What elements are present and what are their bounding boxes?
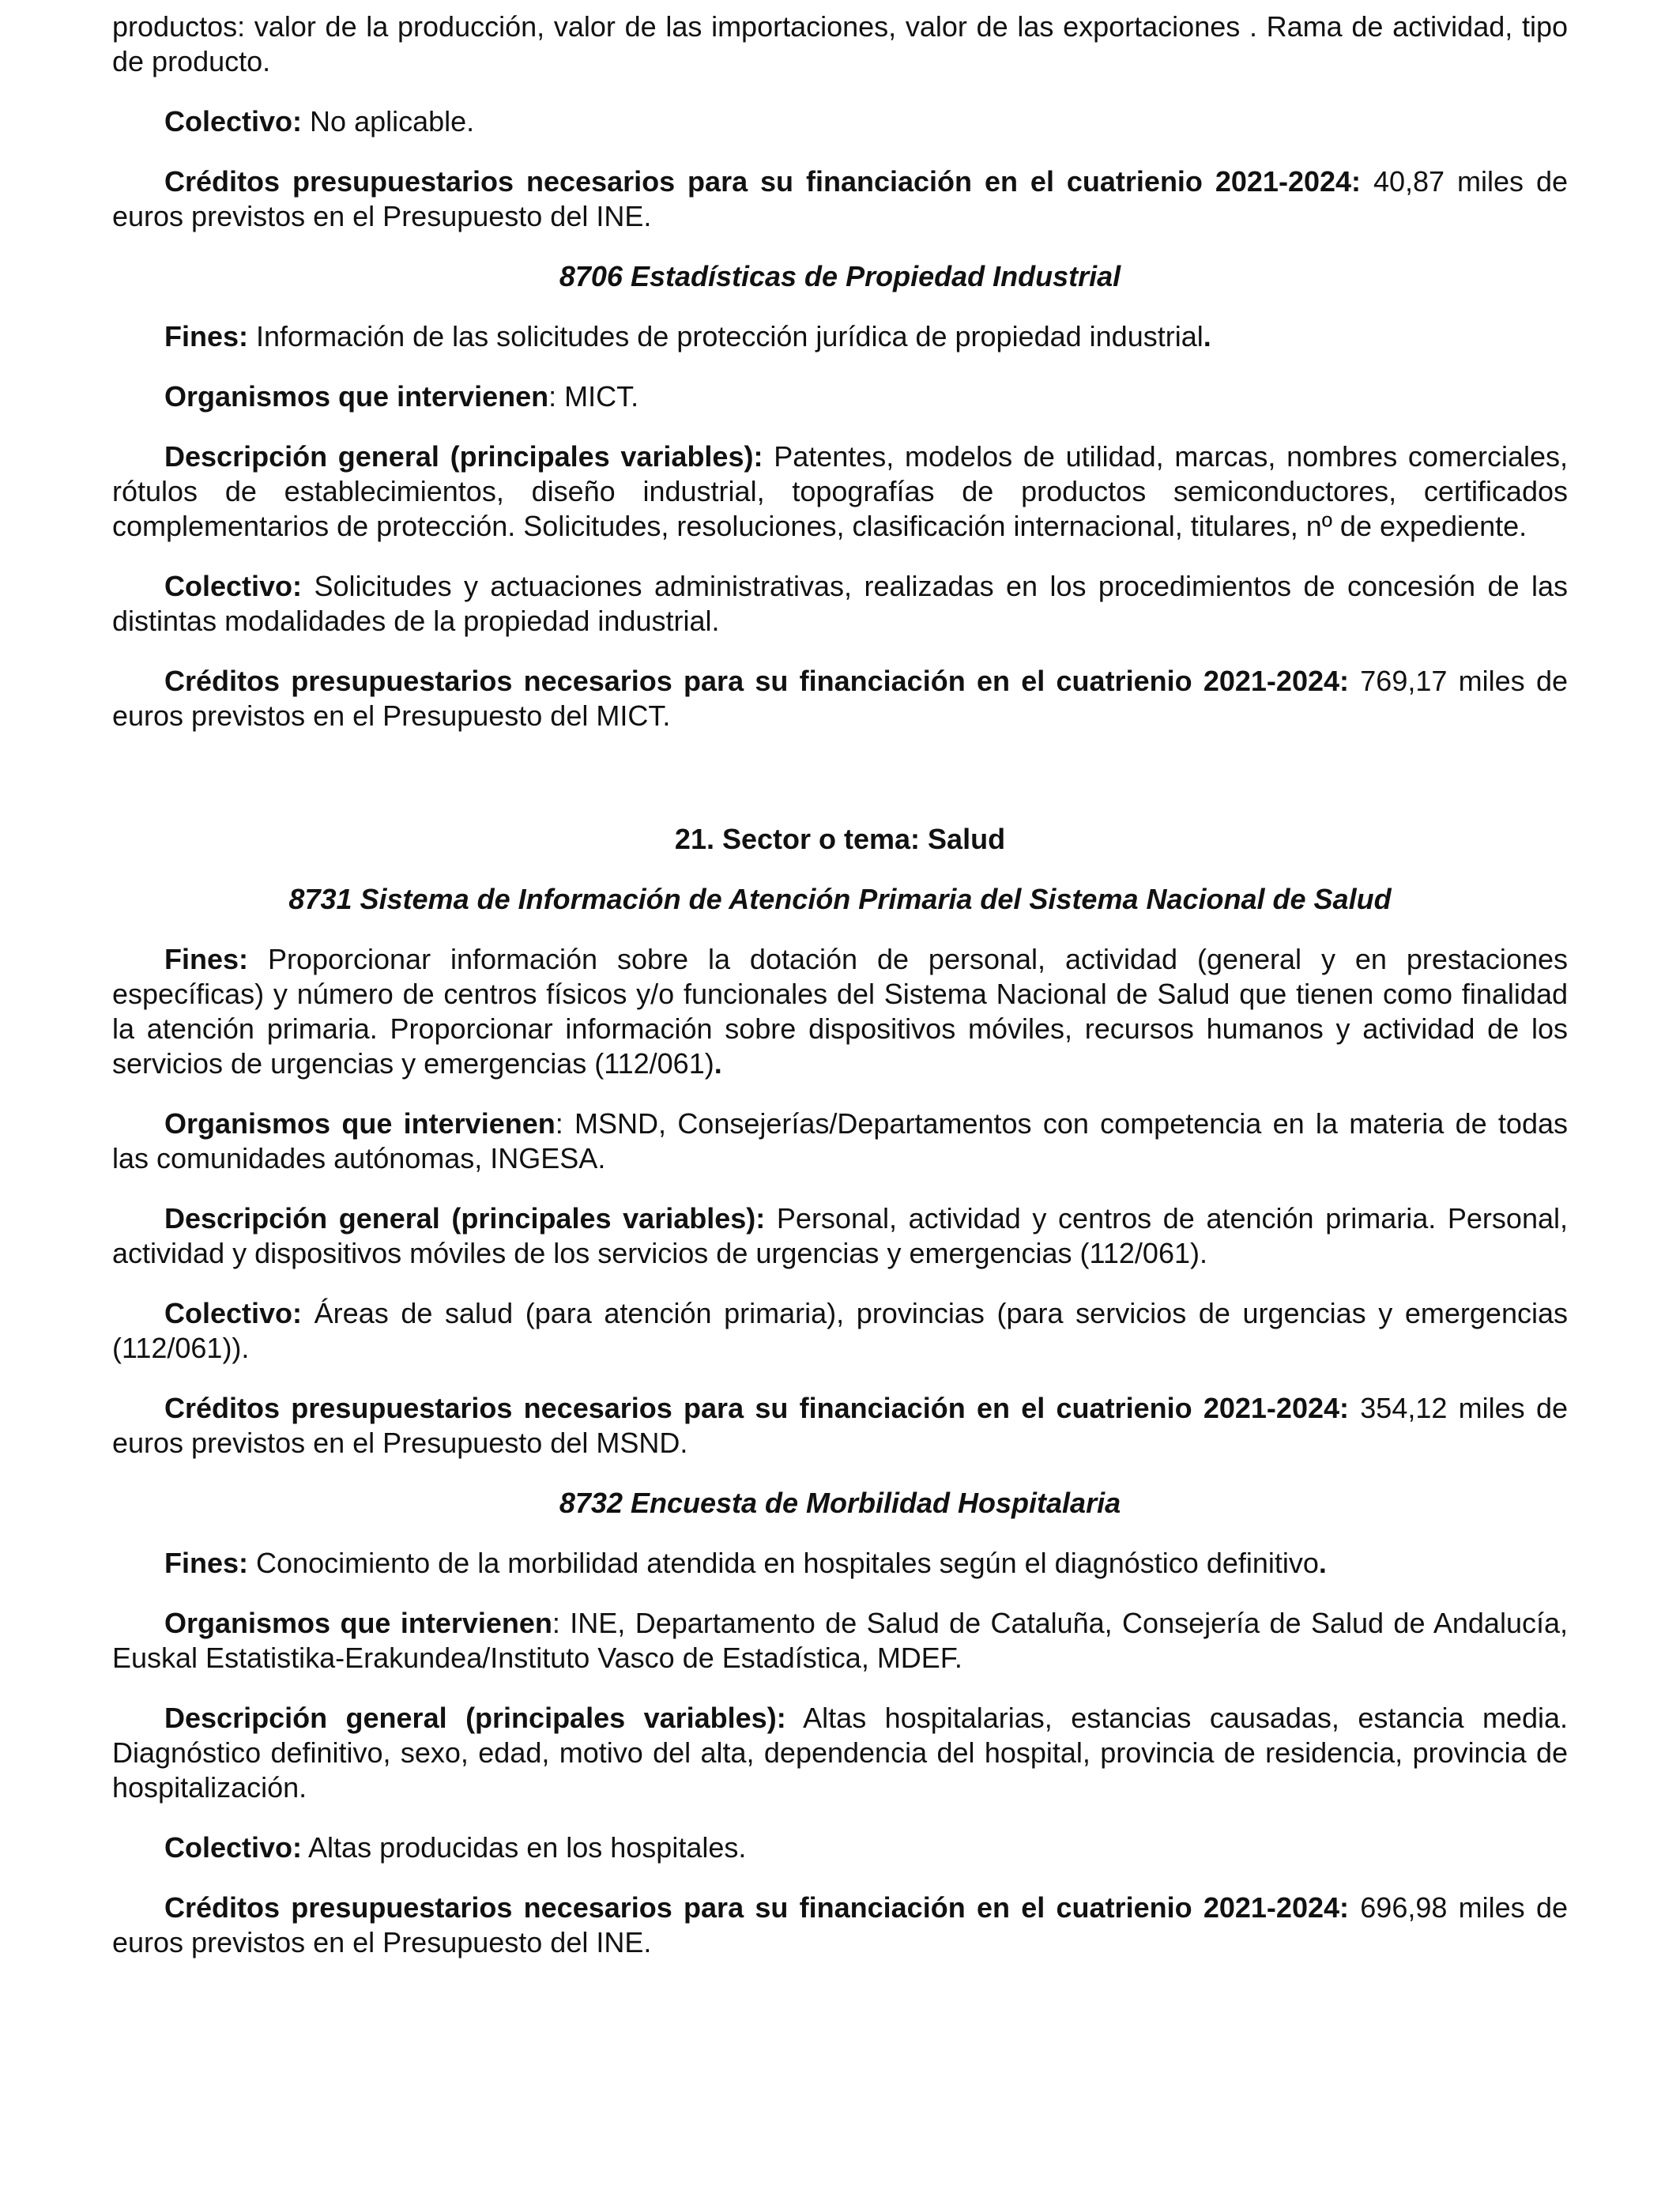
descripcion-value: Altas hospitalarias, estancias causadas, estancia media. Diagnóstico definitivo, sexo, edad, motivo del alta, dependencia del hospital, provincia de residencia, provincia de hospitalización. [112, 1702, 1568, 1804]
colectivo-value: Solicitudes y actuaciones administrativas, realizadas en los procedimientos de concesión de las distintas modalidades de la propiedad industrial. [112, 570, 1568, 637]
fines-label: Fines: [164, 320, 249, 352]
operation-title-8706: 8706 Estadísticas de Propiedad Industrial [559, 260, 1121, 292]
op8731-descripcion [112, 1201, 1568, 1271]
fines-value: Conocimiento de la morbilidad atendida en hospitales según el diagnóstico definitivo [256, 1547, 1319, 1579]
fines-label: Fines: [164, 1547, 249, 1579]
descripcion-value: Personal, actividad y centros de atención primaria. Personal, actividad y dispositivos móviles de los servicios de urgencias y emergencias (112/061). [112, 1202, 1568, 1269]
op8732-organismos [112, 1606, 1568, 1676]
colectivo-value: Áreas de salud (para atención primaria), provincias (para servicios de urgencias y emergencias (112/061)). [112, 1297, 1568, 1364]
intro-paragraph [112, 9, 1568, 79]
op8731-colectivo [112, 1296, 1568, 1366]
creditos-label: Créditos presupuestarios necesarios para su financiación en el cuatrienio 2021-2024: [164, 165, 1362, 198]
colectivo-label: Colectivo: [164, 1297, 303, 1329]
organismos-value: : MSND, Consejerías/Departamentos con competencia en la materia de todas las comunidades autónomas, INGESA. [112, 1107, 1568, 1174]
organismos-label: Organismos que intervienen [164, 1107, 556, 1140]
creditos-label: Créditos presupuestarios necesarios para su financiación en el cuatrienio 2021-2024: [164, 1392, 1349, 1424]
op8732-colectivo [112, 1830, 1568, 1865]
op8706-descripcion [112, 439, 1568, 544]
colectivo-value: Altas producidas en los hospitales. [308, 1831, 747, 1864]
op8731-fines [112, 942, 1568, 1081]
fines-value: Información de las solicitudes de protección jurídica de propiedad industrial [256, 320, 1203, 352]
op8731-creditos [112, 1391, 1568, 1461]
op8706-organismos [112, 379, 1568, 414]
fines-period: . [714, 1047, 722, 1080]
organismos-value: : MICT. [548, 380, 639, 413]
op8732-fines [112, 1546, 1568, 1581]
op8706-creditos [112, 664, 1568, 733]
descripcion-value: Patentes, modelos de utilidad, marcas, nombres comerciales, rótulos de establecimientos, diseño industrial, topografías de productos semiconductores, certificados complementarios de protección. Solicitudes, resoluciones, clasificación internacional, titulares, nº de expediente. [112, 440, 1568, 542]
intro-colectivo [112, 104, 1568, 139]
creditos-label: Créditos presupuestarios necesarios para su financiación en el cuatrienio 2021-2024: [164, 1891, 1349, 1924]
organismos-value: : INE, Departamento de Salud de Cataluña, Consejería de Salud de Andalucía, Euskal Estatistika-Erakundea/Instituto Vasco de Estadística, MDEF. [112, 1607, 1568, 1674]
colectivo-label: Colectivo: [164, 105, 303, 138]
descripcion-label: Descripción general (principales variables): [164, 1702, 786, 1734]
creditos-value: 40,87 miles de euros previstos en el Presupuesto del INE. [112, 165, 1568, 232]
op8706-colectivo [112, 569, 1568, 639]
colectivo-value: No aplicable. [310, 105, 475, 138]
colectivo-label: Colectivo: [164, 570, 303, 602]
fines-value: Proporcionar información sobre la dotación de personal, actividad (general y en prestaciones específicas) y número de centros físicos y/o funcionales del Sistema Nacional de Salud que tienen como finalidad la atención primaria. Proporcionar información sobre dispositivos móviles, recursos humanos y actividad de los servicios de urgencias y emergencias (112/061) [112, 943, 1568, 1080]
fines-period: . [1203, 320, 1211, 352]
intro-creditos [112, 164, 1568, 234]
sector-heading: 21. Sector o tema: Salud [674, 823, 1006, 855]
organismos-label: Organismos que intervienen [164, 380, 549, 413]
operation-title-8731: 8731 Sistema de Información de Atención Primaria del Sistema Nacional de Salud [288, 883, 1392, 915]
op8732-descripcion [112, 1701, 1568, 1805]
operation-title-8732: 8732 Encuesta de Morbilidad Hospitalaria [559, 1487, 1121, 1519]
fines-label: Fines: [164, 943, 249, 975]
document-page [112, 9, 1568, 1985]
intro-text: productos: valor de la producción, valor de las importaciones, valor de las exportaciones . Rama de actividad, tipo de producto. [112, 10, 1568, 77]
fines-period: . [1318, 1547, 1327, 1579]
creditos-value: 696,98 miles de euros previstos en el Presupuesto del INE. [112, 1891, 1568, 1958]
creditos-value: 769,17 miles de euros previstos en el Presupuesto del MICT. [112, 665, 1568, 732]
creditos-label: Créditos presupuestarios necesarios para su financiación en el cuatrienio 2021-2024: [164, 665, 1349, 697]
op8731-organismos [112, 1106, 1568, 1176]
op8706-fines [112, 319, 1568, 354]
organismos-label: Organismos que intervienen [164, 1607, 552, 1639]
descripcion-label: Descripción general (principales variables): [164, 1202, 766, 1235]
descripcion-label: Descripción general (principales variables): [164, 440, 763, 473]
colectivo-label: Colectivo: [164, 1831, 303, 1864]
op8732-creditos [112, 1891, 1568, 1960]
creditos-value: 354,12 miles de euros previstos en el Presupuesto del MSND. [112, 1392, 1568, 1459]
